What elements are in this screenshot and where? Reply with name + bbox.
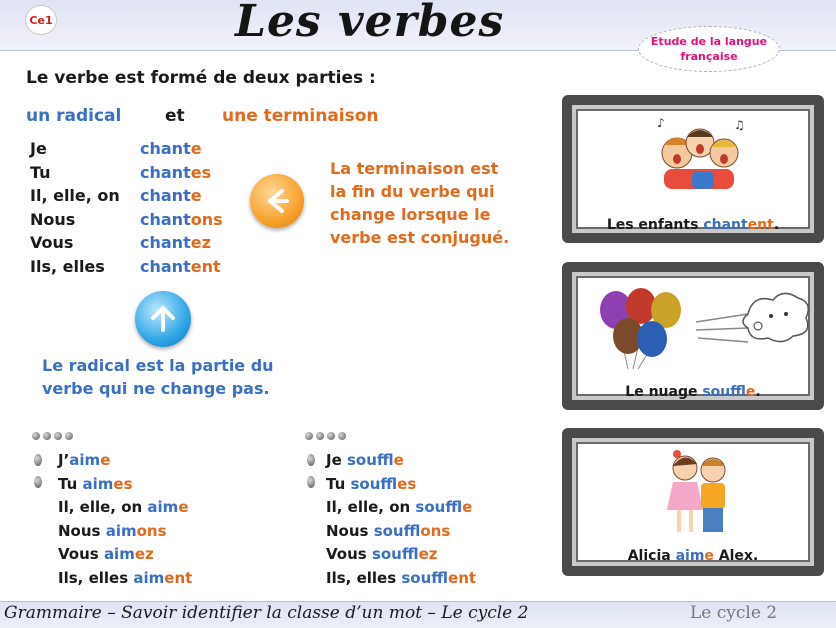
radical-explanation: Le radical est la partie du verbe qui ne change pas. <box>42 356 274 398</box>
verb-line: Vous aimez <box>58 545 154 563</box>
aimer-conjugation <box>58 449 192 590</box>
verb-form <box>140 231 223 255</box>
verb-line: Tu aimes <box>58 474 133 493</box>
verb-line: Ils, elles soufflent <box>326 568 477 587</box>
verb-form <box>140 255 223 279</box>
verb-form <box>140 208 223 232</box>
ending: ent <box>190 256 221 276</box>
example-frame-cloud <box>562 262 824 410</box>
ending: ez <box>190 233 211 252</box>
chanter-pronouns <box>30 137 120 278</box>
verb-line: Il, elle, on aime <box>58 498 189 516</box>
radical: chant <box>140 233 191 252</box>
radical: chant <box>140 256 191 276</box>
verb-form <box>140 161 223 185</box>
radical: chant <box>140 162 191 182</box>
footer-text: Grammaire – Savoir identifier la classe d’un mot – Le cycle 2 <box>4 603 529 623</box>
verb-form <box>140 137 223 161</box>
decor-pin <box>307 454 315 466</box>
arrow-up-icon <box>135 291 191 347</box>
pronoun: Vous <box>30 233 74 252</box>
souffler-conjugation <box>326 449 476 590</box>
chanter-forms <box>140 137 223 278</box>
decor-dots <box>32 432 73 440</box>
ending: e <box>190 186 202 205</box>
decor-pin <box>34 476 42 488</box>
radical: chant <box>140 139 191 158</box>
verb-line: Il, elle, on souffle <box>326 498 473 516</box>
kissing-children-illustration <box>655 448 745 540</box>
pronoun: Nous <box>30 209 76 229</box>
pronoun: Il, elle, on <box>30 186 120 205</box>
subject-line-2: française <box>680 50 738 63</box>
verb-line: Nous aimons <box>58 521 167 540</box>
example-caption-1: Les enfants chantent. <box>606 217 780 233</box>
radical: chant <box>140 209 191 229</box>
verb-line: Vous soufflez <box>326 545 438 563</box>
pronoun: Je <box>30 139 47 158</box>
blowing-cloud-illustration <box>588 284 813 372</box>
verb-line: J’aime <box>58 451 111 469</box>
level-badge: Ce1 <box>25 5 57 35</box>
footer-logo: Le cycle 2 <box>690 603 778 623</box>
subject-line-1: Etude de la langue <box>650 35 768 48</box>
example-frame-kiss <box>562 428 824 576</box>
verb-line: Ils, elles aiment <box>58 568 193 587</box>
subject-badge <box>638 26 780 72</box>
svg-text:♫: ♫ <box>734 118 745 132</box>
example-caption-2: Le nuage souffle. <box>625 384 761 400</box>
decor-pin <box>307 476 315 488</box>
verb-form <box>140 184 223 208</box>
example-caption-3: Alicia aime Alex. <box>627 548 759 564</box>
ending-heading: une terminaison <box>222 106 379 126</box>
pronoun: Ils, elles <box>30 256 105 276</box>
page-title: Les verbes <box>235 0 505 47</box>
ending: ons <box>190 209 223 229</box>
radical-heading: un radical <box>26 106 122 126</box>
example-frame-children <box>562 95 824 243</box>
verb-line: Tu souffles <box>326 474 417 493</box>
pronoun: Tu <box>30 162 51 182</box>
radical: chant <box>140 186 191 205</box>
decor-pin <box>34 454 42 466</box>
ending-explanation: La terminaison est la fin du verbe qui change lorsque le verbe est conjugué. <box>330 159 510 247</box>
decor-dots <box>305 432 346 440</box>
singing-children-illustration <box>652 115 752 195</box>
arrow-left-icon <box>250 174 304 228</box>
ending: es <box>190 162 212 182</box>
verb-line: Je souffle <box>326 451 404 469</box>
verb-line: Nous soufflons <box>326 521 451 540</box>
intro-sentence: Le verbe est formé de deux parties : <box>26 68 376 88</box>
svg-text:♪: ♪ <box>657 116 665 130</box>
ending: e <box>190 139 202 158</box>
and-word: et <box>165 106 185 126</box>
